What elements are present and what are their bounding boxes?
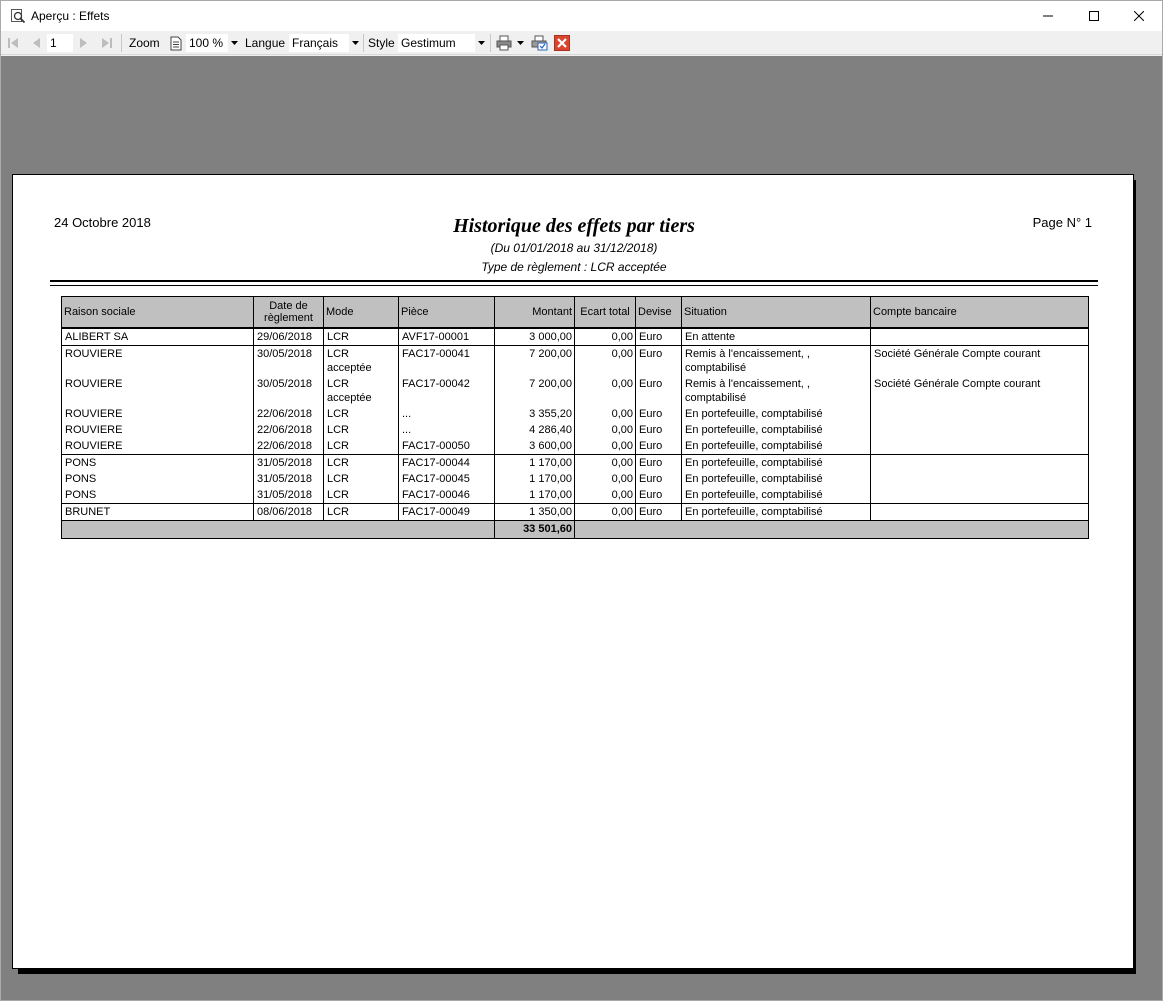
last-page-icon xyxy=(100,36,114,50)
cell-montant: 1 350,00 xyxy=(495,503,575,520)
cell-date: 22/06/2018 xyxy=(254,406,324,422)
cell-compte xyxy=(871,438,1089,455)
cell-mode: LCR xyxy=(324,328,399,346)
cell-montant: 1 170,00 xyxy=(495,454,575,471)
cell-raison: PONS xyxy=(62,471,254,487)
cell-devise: Euro xyxy=(636,438,682,455)
total-spacer xyxy=(575,520,1089,538)
cell-piece: FAC17-00049 xyxy=(399,503,495,520)
header-rule xyxy=(50,285,1098,286)
maximize-icon xyxy=(1089,11,1099,21)
cell-situation: En portefeuille, comptabilisé xyxy=(682,422,871,438)
cell-raison: PONS xyxy=(62,454,254,471)
table-row xyxy=(62,328,1089,346)
first-page-icon xyxy=(6,36,20,50)
cell-mode: LCR acceptée xyxy=(324,345,399,376)
cell-date: 31/05/2018 xyxy=(254,487,324,504)
cell-situation: En portefeuille, comptabilisé xyxy=(682,406,871,422)
cell-compte xyxy=(871,454,1089,471)
chevron-down-icon xyxy=(478,41,485,45)
cell-ecart: 0,00 xyxy=(575,328,636,346)
cell-piece: FAC17-00041 xyxy=(399,345,495,376)
cell-compte xyxy=(871,406,1089,422)
cell-date: 22/06/2018 xyxy=(254,422,324,438)
table-row xyxy=(62,487,1089,504)
chevron-down-icon xyxy=(352,41,359,45)
next-page-icon xyxy=(77,36,91,50)
cell-compte xyxy=(871,422,1089,438)
cell-date: 31/05/2018 xyxy=(254,471,324,487)
chevron-down-icon xyxy=(517,41,524,45)
cell-raison: ROUVIERE xyxy=(62,438,254,455)
previous-page-icon xyxy=(29,36,43,50)
column-header-ecart: Ecart total xyxy=(575,297,636,328)
chevron-down-icon xyxy=(231,41,238,45)
cell-montant: 7 200,00 xyxy=(495,376,575,406)
cell-situation: Remis à l'encaissement, , comptabilisé xyxy=(682,376,871,406)
preview-area[interactable] xyxy=(1,56,1162,1000)
column-header-situation: Situation xyxy=(682,297,871,328)
cell-raison: ROUVIERE xyxy=(62,376,254,406)
cell-date: 30/05/2018 xyxy=(254,376,324,406)
print-setup-icon xyxy=(531,35,548,51)
cell-devise: Euro xyxy=(636,454,682,471)
cell-ecart: 0,00 xyxy=(575,471,636,487)
cell-montant: 3 355,20 xyxy=(495,406,575,422)
cell-situation: Remis à l'encaissement, , comptabilisé xyxy=(682,345,871,376)
last-page-button[interactable] xyxy=(100,31,114,55)
cell-piece: FAC17-00044 xyxy=(399,454,495,471)
header-rule xyxy=(50,280,1098,282)
column-header-compte: Compte bancaire xyxy=(871,297,1089,328)
cell-compte: Société Générale Compte courant xyxy=(871,376,1089,406)
cell-raison: ROUVIERE xyxy=(62,406,254,422)
cell-situation: En attente xyxy=(682,328,871,346)
cell-situation: En portefeuille, comptabilisé xyxy=(682,503,871,520)
cell-devise: Euro xyxy=(636,471,682,487)
zoom-label: Zoom xyxy=(129,36,160,50)
total-spacer xyxy=(62,520,495,538)
minimize-button[interactable] xyxy=(1025,1,1071,31)
print-setup-button[interactable] xyxy=(531,31,548,55)
cell-raison: BRUNET xyxy=(62,503,254,520)
cell-piece: ... xyxy=(399,422,495,438)
cell-devise: Euro xyxy=(636,422,682,438)
table-header-row xyxy=(62,297,1089,328)
cell-compte: Société Générale Compte courant xyxy=(871,345,1089,376)
cell-mode: LCR xyxy=(324,422,399,438)
previous-page-button[interactable] xyxy=(29,31,43,55)
effects-table xyxy=(61,296,1089,539)
cell-mode: LCR xyxy=(324,454,399,471)
cell-situation: En portefeuille, comptabilisé xyxy=(682,471,871,487)
total-montant: 33 501,60 xyxy=(495,520,575,538)
cell-mode: LCR xyxy=(324,438,399,455)
cell-mode: LCR xyxy=(324,471,399,487)
cell-montant: 1 170,00 xyxy=(495,487,575,504)
cell-raison: ALIBERT SA xyxy=(62,328,254,346)
cell-situation: En portefeuille, comptabilisé xyxy=(682,487,871,504)
report-page xyxy=(12,174,1134,969)
column-header-raison: Raison sociale xyxy=(62,297,254,328)
cell-piece: FAC17-00050 xyxy=(399,438,495,455)
cell-piece: AVF17-00001 xyxy=(399,328,495,346)
table-row xyxy=(62,376,1089,406)
printer-icon xyxy=(496,35,512,51)
table-row xyxy=(62,438,1089,455)
table-row xyxy=(62,406,1089,422)
style-select[interactable]: Gestimum xyxy=(398,34,475,52)
column-header-mode: Mode xyxy=(324,297,399,328)
cell-montant: 7 200,00 xyxy=(495,345,575,376)
table-row xyxy=(62,345,1089,376)
cell-devise: Euro xyxy=(636,503,682,520)
language-dropdown-button[interactable] xyxy=(349,34,361,52)
report-page-number: Page N° 1 xyxy=(1032,215,1092,230)
style-dropdown-button[interactable] xyxy=(475,34,487,52)
table-row xyxy=(62,454,1089,471)
cell-ecart: 0,00 xyxy=(575,503,636,520)
cell-mode: LCR acceptée xyxy=(324,376,399,406)
column-header-piece: Pièce xyxy=(399,297,495,328)
print-options-dropdown[interactable] xyxy=(517,31,524,55)
toolbar-separator xyxy=(490,34,491,52)
cell-montant: 3 000,00 xyxy=(495,328,575,346)
column-header-devise: Devise xyxy=(636,297,682,328)
title-bar xyxy=(1,1,1162,31)
cell-piece: FAC17-00042 xyxy=(399,376,495,406)
cell-devise: Euro xyxy=(636,328,682,346)
column-header-montant: Montant xyxy=(495,297,575,328)
next-page-button[interactable] xyxy=(77,31,91,55)
cell-ecart: 0,00 xyxy=(575,422,636,438)
cell-ecart: 0,00 xyxy=(575,406,636,422)
cell-piece: FAC17-00046 xyxy=(399,487,495,504)
cell-raison: ROUVIERE xyxy=(62,345,254,376)
cell-ecart: 0,00 xyxy=(575,376,636,406)
cell-date: 31/05/2018 xyxy=(254,454,324,471)
cell-devise: Euro xyxy=(636,376,682,406)
column-header-date: Date de règlement xyxy=(254,297,324,328)
cell-mode: LCR xyxy=(324,487,399,504)
close-window-button[interactable] xyxy=(1116,1,1162,31)
table-row xyxy=(62,422,1089,438)
cell-ecart: 0,00 xyxy=(575,454,636,471)
toolbar-separator xyxy=(363,34,364,52)
zoom-select[interactable]: 100 % xyxy=(186,34,228,52)
cell-compte xyxy=(871,471,1089,487)
cell-compte xyxy=(871,487,1089,504)
print-button[interactable] xyxy=(496,31,512,55)
language-select[interactable]: Français xyxy=(289,34,349,52)
cell-mode: LCR xyxy=(324,503,399,520)
cell-date: 08/06/2018 xyxy=(254,503,324,520)
cell-ecart: 0,00 xyxy=(575,487,636,504)
language-label: Langue xyxy=(245,36,286,50)
page-number-input[interactable]: 1 xyxy=(47,34,73,52)
report-title: Historique des effets par tiers xyxy=(453,215,695,237)
close-icon xyxy=(1134,11,1144,21)
report-date: 24 Octobre 2018 xyxy=(54,215,151,230)
cell-ecart: 0,00 xyxy=(575,345,636,376)
table-row xyxy=(62,503,1089,520)
first-page-button[interactable] xyxy=(6,31,20,55)
cell-devise: Euro xyxy=(636,345,682,376)
zoom-page-button[interactable] xyxy=(170,31,182,55)
table-row xyxy=(62,471,1089,487)
report-period: (Du 01/01/2018 au 31/12/2018) xyxy=(490,241,658,255)
cell-ecart: 0,00 xyxy=(575,438,636,455)
cell-piece: FAC17-00045 xyxy=(399,471,495,487)
cell-date: 22/06/2018 xyxy=(254,438,324,455)
zoom-dropdown-button[interactable] xyxy=(228,34,240,52)
cell-compte xyxy=(871,328,1089,346)
cell-devise: Euro xyxy=(636,487,682,504)
cell-montant: 4 286,40 xyxy=(495,422,575,438)
cell-situation: En portefeuille, comptabilisé xyxy=(682,454,871,471)
close-preview-icon xyxy=(554,35,570,51)
window-title: Aperçu : Effets xyxy=(31,9,110,23)
cell-situation: En portefeuille, comptabilisé xyxy=(682,438,871,455)
cell-montant: 1 170,00 xyxy=(495,471,575,487)
cell-mode: LCR xyxy=(324,406,399,422)
preview-toolbar xyxy=(1,31,1162,55)
preview-magnifier-icon xyxy=(10,8,26,24)
minimize-icon xyxy=(1043,11,1053,21)
close-preview-button[interactable] xyxy=(554,31,570,55)
cell-raison: PONS xyxy=(62,487,254,504)
cell-date: 29/06/2018 xyxy=(254,328,324,346)
report-payment-type: Type de règlement : LCR acceptée xyxy=(481,260,667,274)
cell-compte xyxy=(871,503,1089,520)
cell-montant: 3 600,00 xyxy=(495,438,575,455)
total-row xyxy=(62,520,1089,538)
cell-piece: ... xyxy=(399,406,495,422)
toolbar-separator xyxy=(121,34,122,52)
style-label: Style xyxy=(368,36,395,50)
cell-raison: ROUVIERE xyxy=(62,422,254,438)
cell-date: 30/05/2018 xyxy=(254,345,324,376)
cell-devise: Euro xyxy=(636,406,682,422)
page-icon xyxy=(170,36,182,51)
maximize-button[interactable] xyxy=(1071,1,1117,31)
